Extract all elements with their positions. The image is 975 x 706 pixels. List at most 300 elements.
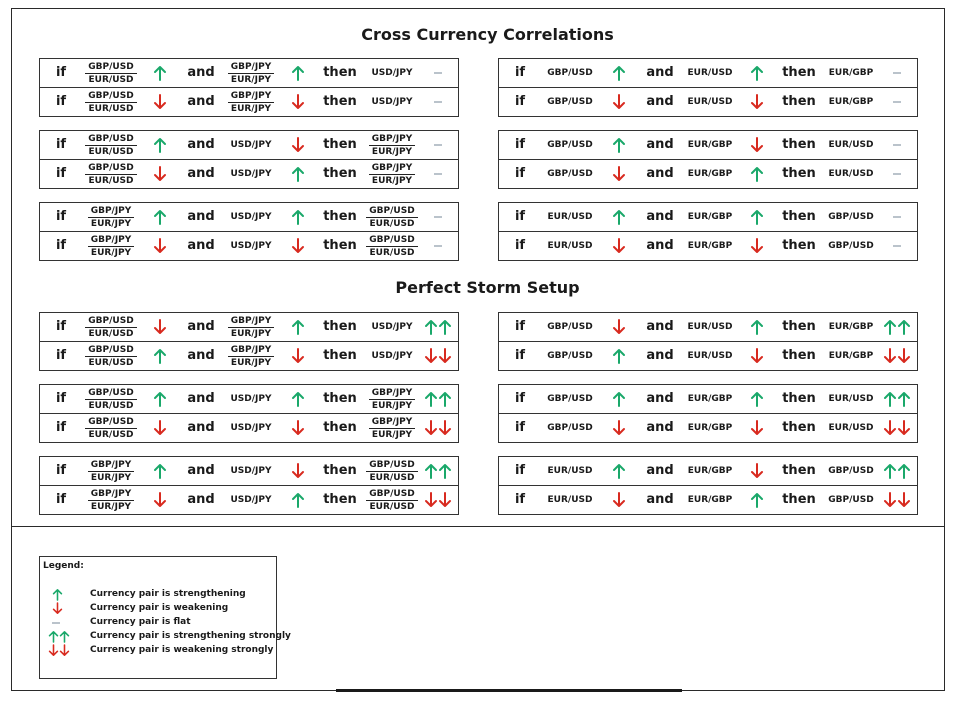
double-arrow-up-icon [438,391,452,407]
currency-pair: EUR/USD [687,97,733,107]
flat-dash-icon [50,616,62,630]
keyword-and: and [187,94,215,109]
flat-dash-icon [432,167,444,181]
signal-symbol [140,486,180,514]
arrow-up-icon [291,391,305,407]
currency-pair: EUR/USD [547,241,593,251]
legend-label: Currency pair is weakening strongly [90,645,274,655]
signal-symbol [877,486,917,514]
keyword-and: and [187,348,215,363]
keyword-and: and [646,391,674,406]
currency-pair: EUR/USD [547,466,593,476]
pair-denominator: EUR/USD [88,357,134,368]
arrow-up-icon [291,209,305,225]
currency-pair: EUR/USD [828,169,874,179]
currency-pair: GBP/USD [547,322,593,332]
double-arrow-down-icon [48,644,59,657]
double-arrow-up-icon [897,463,911,479]
legend-symbol [48,644,80,657]
currency-pair: EUR/GBP [687,169,733,179]
keyword-if: if [514,209,526,224]
keyword-and: and [187,166,215,181]
keyword-if: if [55,348,67,363]
pair-ratio [78,457,144,485]
pair-ratio [360,232,424,260]
bottom-bar [336,689,682,692]
signal-symbol [278,457,318,485]
pair-denominator: EUR/USD [369,218,415,229]
signal-symbol [737,342,777,370]
arrow-up-icon [612,348,626,364]
double-arrow-down-icon [883,348,897,364]
keyword-if: if [514,65,526,80]
pair-numerator: GBP/JPY [369,416,416,429]
currency-pair: USD/JPY [230,423,272,433]
pair-numerator: GBP/USD [85,61,136,74]
legend-label: Currency pair is flat [90,617,191,627]
flat-dash-icon [432,138,444,152]
keyword-if: if [514,463,526,478]
pair-denominator: EUR/USD [88,175,134,186]
currency-pair: USD/JPY [230,466,272,476]
keyword-if: if [514,238,526,253]
currency-pair: GBP/USD [547,423,593,433]
arrow-up-icon [612,209,626,225]
signal-symbol [418,342,458,370]
pair-denominator: EUR/JPY [371,146,413,157]
keyword-then: then [782,391,816,406]
keyword-then: then [782,137,816,152]
keyword-then: then [323,391,357,406]
currency-pair: EUR/USD [828,423,874,433]
keyword-if: if [55,238,67,253]
arrow-up-icon [52,588,63,601]
arrow-up-icon [750,65,764,81]
signal-symbol [140,457,180,485]
legend-label: Currency pair is strengthening strongly [90,631,291,641]
signal-symbol [278,486,318,514]
currency-pair: USD/JPY [230,394,272,404]
keyword-if: if [514,492,526,507]
signal-symbol [599,203,639,231]
pair-ratio [360,457,424,485]
signal-symbol [418,232,458,260]
signal-symbol [278,203,318,231]
double-arrow-down-icon [424,492,438,508]
rule-row [499,131,917,160]
pair-ratio [78,342,144,370]
keyword-and: and [187,319,215,334]
arrow-down-icon [612,319,626,335]
signal-symbol [140,160,180,188]
keyword-if: if [514,166,526,181]
arrow-down-icon [153,238,167,254]
rule-row [40,342,458,370]
keyword-and: and [646,463,674,478]
keyword-then: then [323,238,357,253]
signal-symbol [877,232,917,260]
section-title-correlations: Cross Currency Correlations [361,25,614,44]
currency-pair: USD/JPY [371,351,413,361]
arrow-up-icon [153,65,167,81]
currency-pair: USD/JPY [230,241,272,251]
pair-ratio [218,342,284,370]
rule-group [39,384,459,443]
pair-ratio [218,313,284,341]
rule-row [40,88,458,116]
pair-ratio [78,88,144,116]
currency-pair: EUR/GBP [687,241,733,251]
pair-numerator: GBP/JPY [228,344,275,357]
arrow-up-icon [612,65,626,81]
currency-pair: GBP/USD [828,495,874,505]
flat-dash-icon [891,66,903,80]
pair-numerator: GBP/JPY [88,205,135,218]
rule-row [499,88,917,116]
double-arrow-down-icon [438,492,452,508]
arrow-up-icon [291,65,305,81]
rule-row [40,414,458,442]
pair-ratio [360,414,424,442]
arrow-up-icon [291,319,305,335]
double-arrow-down-icon [897,420,911,436]
double-arrow-down-icon [424,420,438,436]
keyword-then: then [323,209,357,224]
keyword-and: and [646,319,674,334]
pair-denominator: EUR/JPY [90,501,132,512]
flat-dash-icon [432,66,444,80]
keyword-then: then [323,166,357,181]
currency-pair: USD/JPY [371,97,413,107]
keyword-and: and [646,137,674,152]
pair-denominator: EUR/USD [369,247,415,258]
currency-pair: EUR/GBP [828,68,874,78]
rule-group [39,202,459,261]
signal-symbol [140,131,180,159]
keyword-and: and [187,420,215,435]
pair-ratio [78,131,144,159]
rule-row [499,313,917,342]
legend-symbol [48,630,80,643]
keyword-and: and [187,137,215,152]
keyword-then: then [782,209,816,224]
arrow-up-icon [750,391,764,407]
signal-symbol [418,131,458,159]
keyword-and: and [187,391,215,406]
arrow-down-icon [750,463,764,479]
keyword-then: then [323,94,357,109]
pair-denominator: EUR/USD [88,429,134,440]
signal-symbol [278,385,318,413]
rule-group [498,58,918,117]
legend-item [48,602,273,615]
signal-symbol [599,457,639,485]
currency-pair: EUR/GBP [687,140,733,150]
keyword-and: and [646,166,674,181]
pair-numerator: GBP/JPY [88,459,135,472]
signal-symbol [418,88,458,116]
signal-symbol [737,385,777,413]
keyword-if: if [55,463,67,478]
pair-numerator: GBP/USD [85,416,136,429]
keyword-and: and [646,209,674,224]
pair-numerator: GBP/USD [85,162,136,175]
keyword-and: and [646,238,674,253]
currency-pair: EUR/USD [547,495,593,505]
pair-ratio [78,160,144,188]
rule-row [40,385,458,414]
pair-denominator: EUR/JPY [230,103,272,114]
pair-ratio [218,59,284,87]
pair-ratio [360,486,424,514]
flat-dash-icon [432,95,444,109]
pair-numerator: GBP/JPY [369,162,416,175]
pair-ratio [78,203,144,231]
double-arrow-up-icon [897,319,911,335]
pair-denominator: EUR/JPY [90,247,132,258]
pair-denominator: EUR/JPY [371,429,413,440]
currency-pair: EUR/GBP [687,394,733,404]
signal-symbol [877,160,917,188]
keyword-then: then [323,463,357,478]
legend-item [48,588,273,601]
signal-symbol [599,414,639,442]
double-arrow-down-icon [883,420,897,436]
keyword-if: if [55,65,67,80]
currency-pair: USD/JPY [230,169,272,179]
flat-dash-icon [891,138,903,152]
keyword-then: then [323,420,357,435]
currency-pair: EUR/GBP [687,466,733,476]
rule-row [499,342,917,370]
legend-item [48,616,273,629]
signal-symbol [737,313,777,341]
signal-symbol [877,385,917,413]
rule-row [40,486,458,514]
currency-pair: USD/JPY [230,140,272,150]
rule-group [39,130,459,189]
signal-symbol [599,232,639,260]
keyword-and: and [187,65,215,80]
arrow-down-icon [153,420,167,436]
arrow-up-icon [153,348,167,364]
legend-symbol [48,616,80,629]
signal-symbol [599,342,639,370]
arrow-down-icon [750,137,764,153]
legend-item [48,630,291,643]
pair-numerator: GBP/JPY [228,61,275,74]
keyword-then: then [782,166,816,181]
pair-denominator: EUR/USD [88,103,134,114]
section-divider [11,526,945,527]
arrow-up-icon [750,166,764,182]
signal-symbol [278,313,318,341]
double-arrow-up-icon [897,391,911,407]
keyword-if: if [514,348,526,363]
pair-numerator: GBP/USD [366,459,417,472]
keyword-if: if [55,137,67,152]
double-arrow-up-icon [883,319,897,335]
arrow-down-icon [291,94,305,110]
signal-symbol [737,88,777,116]
double-arrow-up-icon [48,630,59,643]
pair-denominator: EUR/USD [369,472,415,483]
signal-symbol [599,160,639,188]
pair-ratio [360,160,424,188]
pair-ratio [78,313,144,341]
rule-row [499,486,917,514]
arrow-down-icon [52,602,63,615]
double-arrow-down-icon [438,348,452,364]
arrow-down-icon [291,463,305,479]
keyword-if: if [55,319,67,334]
flat-dash-icon [891,95,903,109]
arrow-up-icon [750,492,764,508]
signal-symbol [599,313,639,341]
double-arrow-up-icon [883,391,897,407]
signal-symbol [877,131,917,159]
keyword-if: if [514,420,526,435]
pair-ratio [78,414,144,442]
keyword-then: then [782,420,816,435]
rule-row [40,59,458,88]
arrow-down-icon [153,166,167,182]
signal-symbol [278,59,318,87]
pair-numerator: GBP/JPY [88,488,135,501]
signal-symbol [278,414,318,442]
arrow-down-icon [612,492,626,508]
arrow-up-icon [750,209,764,225]
currency-pair: GBP/USD [547,169,593,179]
flat-dash-icon [891,167,903,181]
double-arrow-up-icon [438,463,452,479]
flat-dash-icon [891,239,903,253]
arrow-down-icon [750,94,764,110]
signal-symbol [599,88,639,116]
rule-group [498,456,918,515]
signal-symbol [278,88,318,116]
currency-pair: EUR/USD [547,212,593,222]
pair-ratio [78,486,144,514]
pair-denominator: EUR/USD [88,328,134,339]
keyword-if: if [55,166,67,181]
pair-ratio [78,59,144,87]
rule-row [499,232,917,260]
rule-row [40,313,458,342]
signal-symbol [418,160,458,188]
rule-row [40,232,458,260]
arrow-up-icon [612,463,626,479]
pair-numerator: GBP/JPY [88,234,135,247]
double-arrow-up-icon [424,319,438,335]
pair-denominator: EUR/USD [88,74,134,85]
rule-group [498,130,918,189]
rule-row [40,203,458,232]
signal-symbol [418,486,458,514]
arrow-down-icon [612,420,626,436]
keyword-and: and [646,492,674,507]
rule-row [40,160,458,188]
keyword-and: and [187,492,215,507]
pair-numerator: GBP/JPY [228,315,275,328]
signal-symbol [877,457,917,485]
signal-symbol [418,385,458,413]
double-arrow-up-icon [883,463,897,479]
keyword-and: and [646,94,674,109]
currency-pair: EUR/GBP [828,97,874,107]
signal-symbol [877,313,917,341]
signal-symbol [418,313,458,341]
signal-symbol [278,160,318,188]
signal-symbol [737,203,777,231]
signal-symbol [737,486,777,514]
arrow-up-icon [750,319,764,335]
currency-pair: GBP/USD [547,351,593,361]
keyword-and: and [187,463,215,478]
signal-symbol [877,414,917,442]
signal-symbol [737,457,777,485]
arrow-down-icon [750,348,764,364]
currency-pair: EUR/USD [828,140,874,150]
arrow-up-icon [153,391,167,407]
signal-symbol [599,385,639,413]
signal-symbol [418,457,458,485]
pair-numerator: GBP/JPY [228,90,275,103]
rule-group [498,202,918,261]
pair-numerator: GBP/USD [366,234,417,247]
signal-symbol [140,88,180,116]
flat-dash-icon [891,210,903,224]
rule-group [39,456,459,515]
pair-numerator: GBP/JPY [369,133,416,146]
keyword-and: and [646,65,674,80]
pair-ratio [218,88,284,116]
pair-numerator: GBP/USD [85,90,136,103]
pair-ratio [78,232,144,260]
currency-pair: USD/JPY [230,212,272,222]
signal-symbol [418,203,458,231]
signal-symbol [140,232,180,260]
keyword-then: then [782,94,816,109]
rule-group [498,312,918,371]
flat-dash-icon [432,210,444,224]
double-arrow-down-icon [438,420,452,436]
pair-denominator: EUR/USD [88,146,134,157]
pair-ratio [360,203,424,231]
keyword-then: then [323,65,357,80]
arrow-up-icon [153,463,167,479]
signal-symbol [140,342,180,370]
arrow-down-icon [291,137,305,153]
arrow-down-icon [153,94,167,110]
keyword-if: if [55,492,67,507]
signal-symbol [877,59,917,87]
currency-pair: USD/JPY [371,68,413,78]
pair-denominator: EUR/JPY [371,400,413,411]
currency-pair: GBP/USD [547,68,593,78]
double-arrow-up-icon [424,391,438,407]
pair-denominator: EUR/USD [369,501,415,512]
rule-row [499,414,917,442]
rule-row [499,59,917,88]
legend-symbol [48,602,80,615]
double-arrow-down-icon [883,492,897,508]
pair-numerator: GBP/USD [366,205,417,218]
legend-symbol [48,588,80,601]
rule-row [499,160,917,188]
keyword-if: if [55,94,67,109]
currency-pair: EUR/USD [828,394,874,404]
